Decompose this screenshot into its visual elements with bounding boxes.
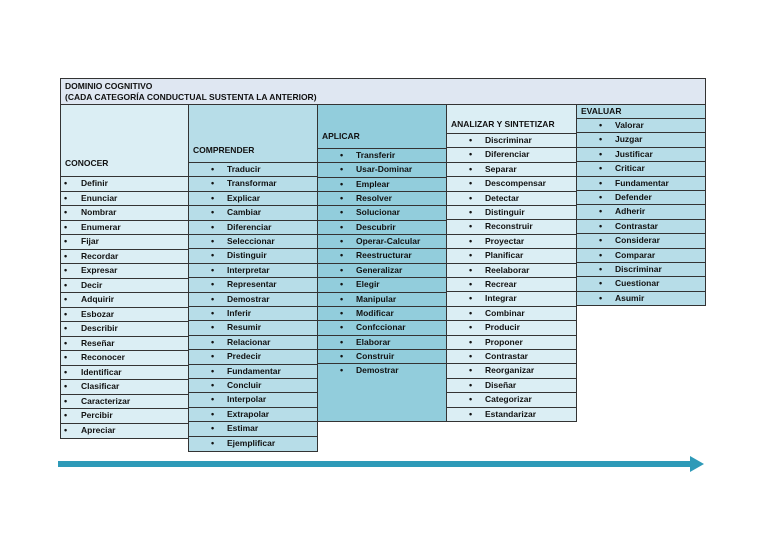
list-item-label: Concluir — [227, 380, 262, 390]
bullet-icon: • — [211, 264, 215, 275]
bullet-icon: • — [211, 236, 215, 246]
list-item — [318, 306, 446, 321]
list-item-label: Planificar — [485, 250, 524, 261]
list-item — [318, 220, 446, 235]
list-item-label: Construir — [356, 350, 395, 361]
bullet-icon: • — [469, 408, 473, 419]
list-item — [447, 335, 576, 350]
bullet-icon: • — [340, 221, 344, 232]
list-item-label: Descompensar — [485, 178, 546, 189]
list-item-label: Proponer — [485, 336, 523, 347]
column-title-evaluar: EVALUAR — [581, 106, 622, 116]
bullet-icon: • — [340, 250, 344, 261]
list-item-label: Relacionar — [227, 336, 271, 347]
bullet-icon: • — [211, 250, 215, 261]
list-item-label: Diferenciar — [485, 149, 530, 160]
bullet-icon: • — [211, 336, 215, 347]
arrow-head — [690, 456, 704, 472]
bullet-icon: • — [469, 221, 473, 232]
list-item-label: Ejemplificar — [227, 437, 276, 448]
list-item-label: Fundamentar — [227, 365, 281, 376]
list-item-label: Cuestionar — [615, 278, 660, 289]
bullet-icon: • — [64, 265, 68, 275]
bullet-icon: • — [469, 379, 473, 390]
bullet-icon: • — [211, 192, 215, 203]
list-item — [318, 335, 446, 350]
bullet-icon: • — [599, 148, 603, 159]
list-item-label: Transferir — [356, 150, 396, 160]
bullet-icon: • — [64, 424, 68, 435]
list-item — [189, 378, 317, 393]
list-item — [577, 248, 705, 263]
list-item-label: Reconstruir — [485, 221, 533, 232]
list-item-label: Interpretar — [227, 264, 270, 275]
list-item — [189, 392, 317, 407]
list-item-label: Fijar — [81, 236, 99, 246]
list-item — [189, 220, 317, 235]
list-item-label: Reorganizar — [485, 365, 535, 376]
list-item-label: Adherir — [615, 206, 646, 217]
list-item — [189, 234, 317, 249]
list-item — [189, 205, 317, 220]
list-item-label: Demostrar — [227, 293, 270, 304]
list-item-label: Distinguir — [227, 250, 267, 261]
list-item-label: Nombrar — [81, 207, 117, 217]
column-title-aplicar: APLICAR — [322, 131, 360, 141]
bullet-icon: • — [599, 134, 603, 145]
list-item — [61, 234, 188, 250]
list-item — [61, 307, 188, 323]
list-item — [61, 423, 188, 443]
bullet-icon: • — [211, 207, 215, 218]
list-item-label: Defender — [615, 192, 652, 202]
list-item — [61, 365, 188, 381]
list-item — [189, 364, 317, 379]
list-item — [318, 177, 446, 192]
bullet-icon: • — [599, 177, 603, 188]
list-item — [189, 436, 317, 451]
list-item-label: Contrastar — [615, 220, 658, 231]
list-item — [61, 350, 188, 366]
bullet-icon: • — [469, 207, 473, 217]
bullet-icon: • — [469, 163, 473, 174]
list-item — [447, 162, 576, 177]
list-item-label: Identificar — [81, 366, 122, 377]
list-item-label: Expresar — [81, 265, 118, 275]
column-conocer — [60, 105, 189, 439]
list-item-label: Detectar — [485, 192, 520, 203]
bullet-icon: • — [64, 192, 68, 203]
list-item-label: Cambiar — [227, 207, 262, 218]
list-item-label: Esbozar — [81, 308, 115, 319]
list-item-label: Asumir — [615, 292, 645, 303]
list-item-label: Criticar — [615, 163, 645, 174]
bullet-icon: • — [211, 322, 215, 333]
list-item — [61, 278, 188, 294]
list-item-label: Categorizar — [485, 394, 532, 405]
list-item — [189, 306, 317, 321]
bullet-icon: • — [64, 395, 68, 406]
column-title-comprender: COMPRENDER — [193, 145, 255, 155]
list-item — [61, 321, 188, 337]
list-item-label: Clasificar — [81, 381, 120, 391]
list-item-label: Seleccionar — [227, 236, 275, 246]
bullet-icon: • — [64, 410, 68, 420]
bullet-icon: • — [469, 279, 473, 289]
bullet-icon: • — [469, 250, 473, 261]
bullet-icon: • — [64, 308, 68, 319]
list-item-label: Elegir — [356, 279, 380, 290]
bullet-icon: • — [599, 220, 603, 231]
list-item — [447, 205, 576, 220]
list-item — [61, 205, 188, 221]
list-item-label: Proyectar — [485, 235, 525, 246]
bullet-icon: • — [64, 366, 68, 377]
list-item — [61, 379, 188, 395]
list-item — [189, 248, 317, 263]
column-evaluar — [576, 105, 706, 306]
list-item-label: Comparar — [615, 249, 656, 260]
list-item — [447, 133, 576, 148]
header-title: DOMINIO COGNITIVO — [65, 81, 153, 91]
bullet-icon: • — [469, 135, 473, 145]
list-item — [318, 148, 446, 163]
bullet-icon: • — [64, 207, 68, 217]
list-item-label: Operar-Calcular — [356, 236, 421, 247]
list-item — [318, 277, 446, 292]
list-item-label: Demostrar — [356, 365, 399, 376]
bullet-icon: • — [64, 294, 68, 304]
bullet-icon: • — [599, 264, 603, 274]
list-item — [447, 392, 576, 407]
list-item — [189, 191, 317, 206]
bullet-icon: • — [340, 279, 344, 290]
list-item — [447, 234, 576, 249]
list-item — [577, 132, 705, 147]
list-item — [318, 234, 446, 249]
list-item-label: Diseñar — [485, 379, 517, 390]
list-item — [318, 191, 446, 206]
bullet-icon: • — [64, 323, 68, 333]
list-item-label: Considerar — [615, 235, 660, 246]
list-item-label: Manipular — [356, 293, 397, 304]
list-item — [577, 262, 705, 277]
list-item — [61, 292, 188, 308]
list-item-label: Representar — [227, 279, 277, 290]
list-item — [61, 408, 188, 424]
bullet-icon: • — [340, 164, 344, 175]
bullet-icon: • — [469, 365, 473, 376]
list-item — [189, 421, 317, 436]
list-item-label: Enumerar — [81, 221, 121, 232]
list-item-label: Producir — [485, 322, 520, 333]
list-item — [577, 204, 705, 219]
bullet-icon: • — [211, 365, 215, 376]
progression-arrow — [58, 455, 706, 475]
list-item-label: Recordar — [81, 250, 119, 261]
list-item-label: Reconocer — [81, 352, 125, 362]
list-item-label: Solucionar — [356, 207, 400, 218]
bullet-icon: • — [340, 322, 344, 333]
list-item — [447, 306, 576, 321]
list-item — [189, 349, 317, 364]
bullet-icon: • — [469, 264, 473, 275]
list-item-label: Distinguir — [485, 207, 525, 217]
list-item — [447, 248, 576, 263]
bullet-icon: • — [211, 293, 215, 304]
bullet-icon: • — [599, 192, 603, 202]
list-item — [61, 176, 188, 192]
bullet-icon: • — [469, 178, 473, 189]
list-item — [61, 263, 188, 279]
bullet-icon: • — [599, 163, 603, 174]
list-item-label: Caracterizar — [81, 395, 131, 406]
list-item — [577, 118, 705, 133]
list-item — [447, 147, 576, 162]
bullet-icon: • — [211, 279, 215, 290]
column-analizar-sintetizar — [446, 105, 577, 422]
list-item — [61, 394, 188, 410]
bullet-icon: • — [340, 178, 344, 189]
list-item — [577, 190, 705, 205]
bullet-icon: • — [64, 279, 68, 290]
list-item-label: Predecir — [227, 351, 262, 362]
bullet-icon: • — [469, 322, 473, 333]
bullet-icon: • — [340, 293, 344, 304]
list-item — [577, 161, 705, 176]
bullet-icon: • — [469, 235, 473, 246]
list-item — [318, 292, 446, 307]
bullet-icon: • — [469, 293, 473, 304]
list-item-label: Generalizar — [356, 264, 403, 275]
bullet-icon: • — [64, 250, 68, 261]
list-item — [189, 292, 317, 307]
list-item-label: Reestructurar — [356, 250, 412, 261]
list-item-label: Definir — [81, 178, 108, 188]
list-item — [61, 336, 188, 352]
bullet-icon: • — [64, 337, 68, 348]
list-item-label: Integrar — [485, 293, 517, 304]
list-item-label: Reseñar — [81, 337, 115, 348]
list-item-label: Diferenciar — [227, 221, 272, 232]
list-item — [189, 320, 317, 335]
bullet-icon: • — [211, 423, 215, 434]
bullet-icon: • — [340, 365, 344, 376]
bullet-icon: • — [340, 264, 344, 275]
list-item — [447, 378, 576, 393]
bullet-icon: • — [211, 351, 215, 362]
bullet-icon: • — [599, 249, 603, 260]
list-item — [189, 162, 317, 177]
list-item-label: Usar-Dominar — [356, 164, 413, 175]
bullet-icon: • — [211, 164, 215, 174]
list-item-label: Apreciar — [81, 424, 116, 435]
list-item-label: Separar — [485, 163, 517, 174]
list-item — [189, 407, 317, 422]
list-item — [61, 220, 188, 236]
column-comprender — [188, 105, 318, 452]
list-item — [447, 219, 576, 234]
list-item-label: Inferir — [227, 308, 252, 318]
list-item — [577, 291, 705, 306]
list-item — [447, 407, 576, 422]
list-item — [447, 277, 576, 292]
bullet-icon: • — [211, 408, 215, 419]
bullet-icon: • — [340, 236, 344, 247]
list-item-label: Enunciar — [81, 192, 118, 203]
list-item — [447, 291, 576, 306]
list-item-label: Decir — [81, 279, 103, 290]
list-item-label: Discriminar — [485, 135, 532, 145]
bullet-icon: • — [211, 380, 215, 390]
list-item — [61, 249, 188, 265]
bullet-icon: • — [469, 351, 473, 361]
header-subtitle: (CADA CATEGORÍA CONDUCTUAL SUSTENTA LA ANTERIOR) — [65, 92, 317, 102]
list-item — [447, 349, 576, 364]
list-item — [318, 162, 446, 177]
list-item — [447, 191, 576, 206]
bullet-icon: • — [599, 120, 603, 130]
bullet-icon: • — [469, 192, 473, 203]
bullet-icon: • — [64, 352, 68, 362]
list-item-label: Estimar — [227, 423, 259, 434]
list-item-label: Valorar — [615, 120, 644, 130]
bullet-icon: • — [211, 394, 215, 405]
list-item-label: Estandarizar — [485, 408, 537, 419]
list-item-label: Interpolar — [227, 394, 267, 405]
arrow-shaft — [58, 461, 692, 467]
list-item — [447, 176, 576, 191]
list-item — [318, 263, 446, 278]
list-item — [577, 276, 705, 291]
list-item — [189, 176, 317, 191]
bullet-icon: • — [599, 292, 603, 303]
list-item — [447, 263, 576, 278]
list-item — [577, 219, 705, 234]
bullet-icon: • — [64, 381, 68, 391]
bullet-icon: • — [340, 193, 344, 204]
bullet-icon: • — [340, 307, 344, 318]
bullet-icon: • — [599, 278, 603, 289]
list-item-label: Elaborar — [356, 336, 391, 347]
list-item-label: Discriminar — [615, 264, 662, 274]
column-title-conocer: CONOCER — [65, 158, 109, 168]
list-item — [318, 363, 446, 378]
table-header — [60, 78, 706, 105]
list-item-label: Explicar — [227, 192, 261, 203]
list-item-label: Adquirir — [81, 294, 115, 304]
bullet-icon: • — [211, 221, 215, 232]
list-item-label: Juzgar — [615, 134, 643, 145]
bullet-icon: • — [599, 235, 603, 246]
list-item-label: Combinar — [485, 307, 525, 318]
bullet-icon: • — [340, 207, 344, 218]
list-item-label: Extrapolar — [227, 408, 270, 419]
bullet-icon: • — [64, 236, 68, 246]
list-item — [189, 335, 317, 350]
bullet-icon: • — [64, 178, 68, 188]
list-item — [189, 277, 317, 292]
bullet-icon: • — [340, 150, 344, 160]
list-item-label: Modificar — [356, 307, 394, 318]
list-item-label: Descubrir — [356, 221, 396, 232]
bullet-icon: • — [469, 336, 473, 347]
bullet-icon: • — [340, 336, 344, 347]
list-item-label: Confccionar — [356, 322, 406, 333]
list-item — [447, 320, 576, 335]
list-item-label: Emplear — [356, 178, 390, 189]
list-item-label: Traducir — [227, 164, 261, 174]
list-item-label: Justificar — [615, 148, 653, 159]
bullet-icon: • — [469, 149, 473, 160]
list-item — [61, 191, 188, 207]
column-aplicar — [317, 105, 447, 422]
list-item — [577, 233, 705, 248]
bullet-icon: • — [599, 206, 603, 217]
list-item-label: Percibir — [81, 410, 113, 420]
list-item-label: Transformar — [227, 178, 277, 189]
list-item — [577, 176, 705, 191]
list-item-label: Fundamentar — [615, 177, 669, 188]
list-item — [447, 363, 576, 378]
list-item — [318, 320, 446, 335]
list-item-label: Resolver — [356, 193, 392, 204]
bullet-icon: • — [211, 308, 215, 318]
list-item-label: Recrear — [485, 279, 517, 289]
list-item-label: Resumir — [227, 322, 262, 333]
list-item — [318, 349, 446, 364]
list-item-label: Describir — [81, 323, 118, 333]
bullet-icon: • — [211, 178, 215, 189]
bullet-icon: • — [469, 394, 473, 405]
column-title-analizar-sintetizar: ANALIZAR Y SINTETIZAR — [451, 119, 555, 129]
bullet-icon: • — [211, 437, 215, 448]
list-item — [318, 248, 446, 263]
bullet-icon: • — [469, 307, 473, 318]
list-item-label: Reelaborar — [485, 264, 530, 275]
bullet-icon: • — [340, 350, 344, 361]
list-item — [577, 147, 705, 162]
bullet-icon: • — [64, 221, 68, 232]
list-item-label: Contrastar — [485, 351, 528, 361]
list-item — [318, 205, 446, 220]
list-item — [189, 263, 317, 278]
